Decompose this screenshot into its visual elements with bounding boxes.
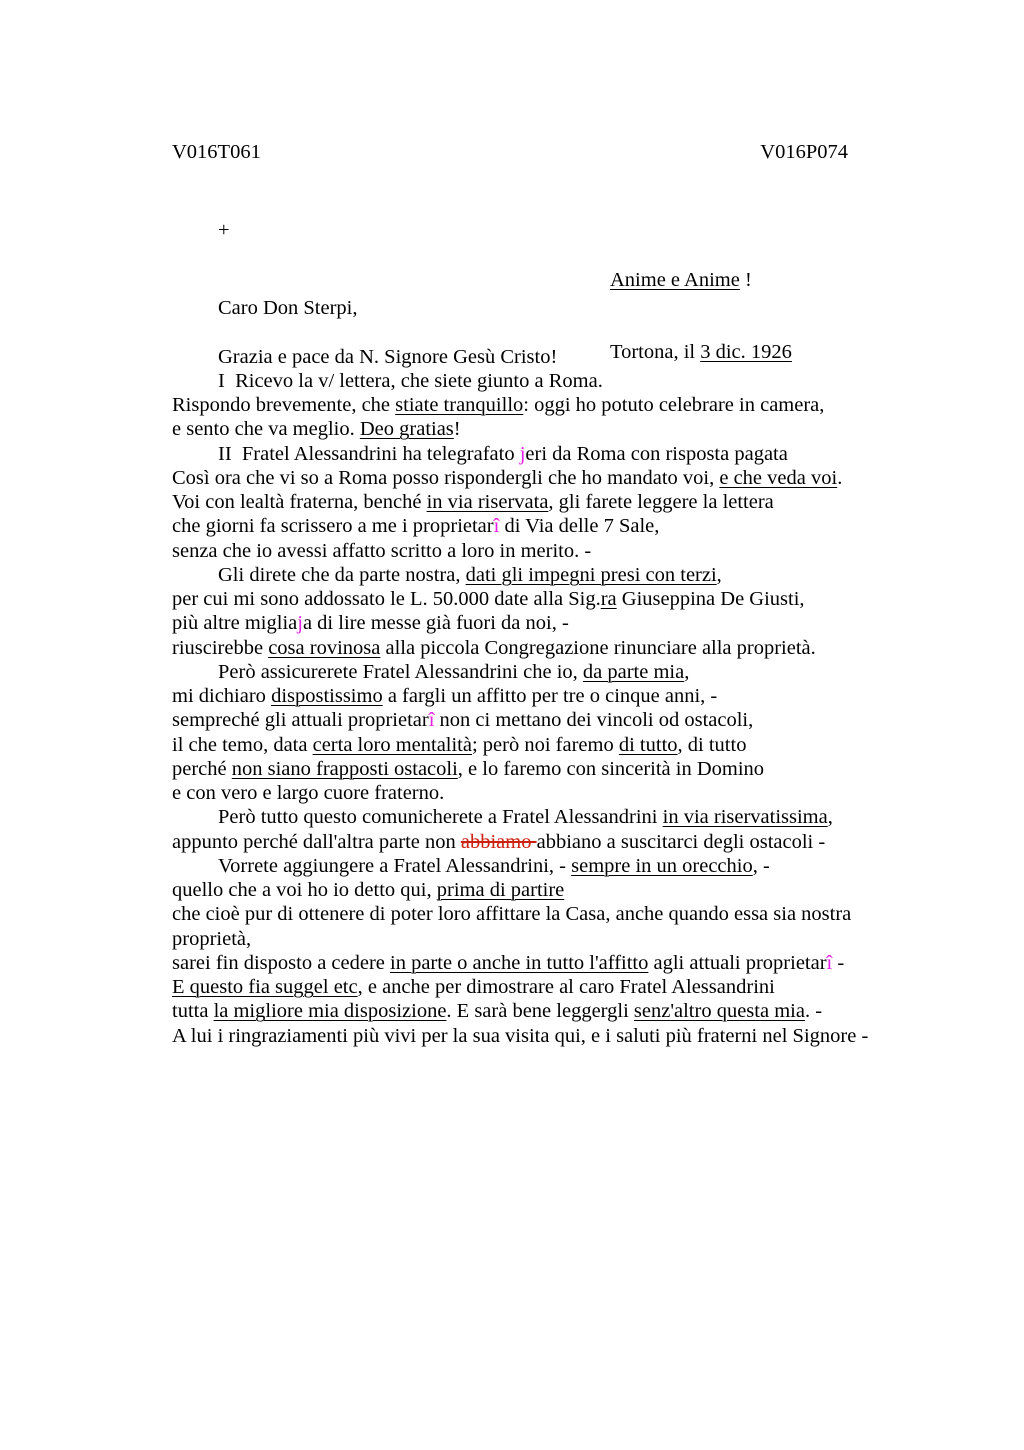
letter-line: [172, 660, 1002, 684]
text-segment: mi dichiaro: [172, 685, 272, 707]
underlined-segment: in via riservata: [426, 491, 549, 513]
letter-line: [172, 345, 1002, 369]
letter-line: [172, 539, 1002, 563]
letter-line: [172, 878, 1002, 902]
letter-line: [172, 1024, 1002, 1048]
text-segment: Però assicurerete Fratel Alessandrini che io,: [218, 660, 583, 683]
header-left-code: V016T061: [172, 141, 261, 163]
letter-line: [172, 951, 1002, 975]
text-segment: Grazia e pace da N. Signore Gesù Cristo!: [218, 345, 558, 368]
text-segment: che giorni fa scrissero a me i proprietar: [172, 515, 494, 538]
text-segment: Così ora che vi so a Roma posso rispondergli che ho mandato voi,: [172, 466, 720, 489]
text-segment: perché: [172, 757, 232, 780]
text-segment: Però tutto questo comunicherete a Fratel Alessandrini: [218, 806, 663, 829]
text-segment: senza che io avessi affatto scritto a loro in merito. -: [172, 539, 592, 562]
text-segment: il che temo, data: [172, 733, 313, 756]
text-segment: tutta: [172, 1000, 214, 1023]
letter-line: [172, 466, 1002, 490]
letter-line: [172, 927, 1002, 951]
underlined-segment: Deo gratias: [359, 418, 454, 441]
text-segment: non ci mettano dei vincoli od ostacoli,: [434, 709, 754, 732]
underlined-segment: e che veda voi: [719, 466, 838, 489]
text-segment: ; però noi faremo: [471, 733, 619, 756]
magenta-char: î: [493, 515, 500, 538]
magenta-char: j: [519, 442, 526, 465]
letter-line: [172, 684, 1002, 708]
letter-line: [172, 393, 1002, 417]
text-segment: alla piccola Congregazione rinunciare alla proprietà.: [380, 636, 816, 659]
text-segment: per cui mi sono addossato le L. 50.000 date alla Sig.: [172, 588, 601, 610]
letter-line: [172, 563, 1002, 587]
letter-line: [172, 636, 1002, 660]
letter-line: [172, 781, 1002, 805]
archive-codes-header: [172, 141, 848, 164]
magenta-char: î: [826, 951, 833, 974]
underlined-segment: prima di partire: [436, 879, 565, 901]
text-segment: a fargli un affitto per tre o cinque anni, -: [382, 685, 718, 707]
underlined-segment: 3 dic. 1926: [700, 341, 792, 364]
text-segment: a di lire messe già fuori da noi, -: [302, 612, 569, 635]
text-segment: di Via delle 7 Sale,: [499, 515, 660, 538]
text-segment: e con vero e largo cuore fraterno.: [172, 782, 445, 804]
text-segment: appunto perché dall'altra parte non: [172, 830, 461, 853]
text-segment: agli attuali proprietar: [648, 951, 827, 974]
letter-body: [172, 296, 1002, 1048]
text-segment: abbiano a suscitarci degli ostacoli -: [536, 830, 826, 853]
letter-line: [172, 611, 1002, 635]
text-segment: , di tutto: [677, 733, 747, 756]
text-segment: riuscirebbe: [172, 636, 269, 659]
text-segment: ,: [684, 660, 690, 683]
text-segment: ,: [827, 806, 833, 829]
underlined-segment: stiate tranquillo: [395, 394, 524, 416]
text-segment: , -: [752, 854, 770, 877]
underlined-segment: E questo fia suggel etc: [172, 976, 358, 998]
letter-line: [172, 587, 1002, 611]
letter-motto-line: [610, 268, 792, 292]
underlined-segment: di tutto: [618, 733, 678, 756]
letter-line: [172, 733, 1002, 757]
text-segment: , e anche per dimostrare al caro Fratel Alessandrini: [357, 976, 775, 998]
underlined-segment: certa loro mentalità: [312, 733, 472, 756]
text-segment: eri da Roma con risposta pagata: [525, 442, 788, 465]
text-segment: Voi con lealtà fraterna, benché: [172, 491, 427, 513]
letter-line: [172, 514, 1002, 538]
letter-line: [172, 442, 1002, 466]
text-segment: quello che a voi ho io detto qui,: [172, 879, 437, 901]
letter-line: [172, 975, 1002, 999]
underlined-segment: dati gli impegni presi con terzi: [465, 563, 717, 586]
text-segment: . E sarà bene leggergli: [446, 1000, 634, 1023]
cross-mark: +: [218, 219, 230, 241]
letter-line: [172, 757, 1002, 781]
letter-line: [172, 296, 1002, 320]
text-segment: A lui i ringraziamenti più vivi per la sua visita qui, e i saluti più fraterni nel Signore -: [172, 1024, 869, 1047]
magenta-char: î: [428, 709, 435, 732]
text-segment: più altre miglia: [172, 612, 298, 635]
text-segment: Gli direte che da parte nostra,: [218, 563, 466, 586]
underlined-segment: non siano frapposti ostacoli: [231, 757, 458, 780]
text-segment: !: [453, 418, 461, 441]
text-segment: II Fratel Alessandrini ha telegrafato: [218, 442, 520, 465]
text-segment: : oggi ho potuto celebrare in camera,: [523, 394, 825, 416]
text-segment: !: [739, 268, 752, 291]
text-segment: -: [832, 951, 845, 974]
letter-line: [172, 417, 1002, 441]
letter-line: [172, 902, 1002, 926]
underlined-segment: in parte o anche in tutto l'affitto: [390, 951, 649, 974]
text-segment: e sento che va meglio.: [172, 418, 360, 441]
text-segment: ,: [716, 563, 722, 586]
text-segment: I Ricevo la v/ lettera, che siete giunto a Roma.: [218, 369, 603, 392]
underlined-segment: ra: [600, 588, 617, 610]
underlined-segment: dispostissimo: [271, 685, 383, 707]
letter-line: [172, 369, 1002, 393]
letter-line: [172, 854, 1002, 878]
letter-line: [172, 999, 1002, 1023]
text-segment: sarei fin disposto a cedere: [172, 951, 391, 974]
letter-line: [172, 830, 1002, 854]
blank-line: [172, 320, 1002, 344]
text-segment: Caro Don Sterpi,: [218, 297, 358, 319]
underlined-segment: cosa rovinosa: [268, 636, 381, 659]
underlined-segment: Anime e Anime: [610, 268, 740, 291]
text-segment: , e lo faremo con sincerità in Domino: [457, 757, 765, 780]
text-segment: sempreché gli attuali proprietar: [172, 709, 429, 732]
text-segment: proprietà,: [172, 927, 252, 950]
text-segment: che cioè pur di ottenere di poter loro affittare la Casa, anche quando essa sia nostra: [172, 903, 852, 926]
letter-line: [172, 490, 1002, 514]
underlined-segment: la migliore mia disposizione: [213, 1000, 447, 1023]
header-right-code: V016P074: [760, 141, 848, 163]
underlined-segment: senz'altro questa mia: [633, 1000, 805, 1023]
text-segment: Giuseppina De Giusti,: [616, 588, 805, 610]
text-segment: . -: [804, 1000, 823, 1023]
struck-word: abbiamo: [460, 830, 537, 853]
letter-line: [172, 708, 1002, 732]
underlined-segment: da parte mia: [582, 660, 685, 683]
text-segment: Vorrete aggiungere a Fratel Alessandrini, -: [218, 854, 572, 877]
text-segment: Tortona, il: [610, 341, 701, 364]
magenta-char: j: [297, 612, 303, 635]
text-segment: , gli farete leggere la lettera: [548, 491, 774, 513]
text-segment: Rispondo brevemente, che: [172, 394, 396, 416]
underlined-segment: sempre in un orecchio: [571, 854, 753, 877]
text-segment: .: [837, 466, 843, 489]
underlined-segment: in via riservatissima: [662, 806, 828, 829]
letter-line: [172, 805, 1002, 829]
